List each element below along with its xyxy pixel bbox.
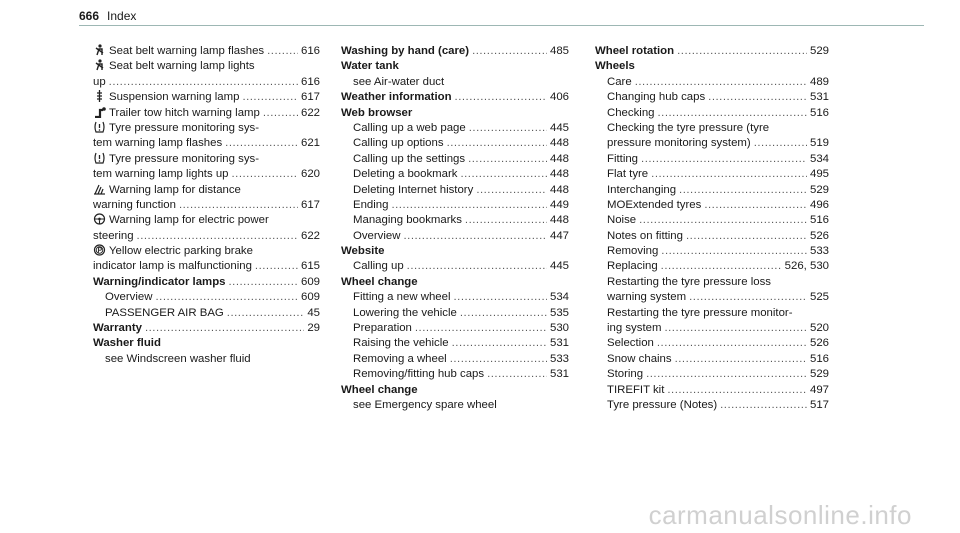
index-subentry[interactable]: Fitting ..... 534: [595, 152, 829, 167]
index-subentry[interactable]: Raising the vehicle ..... 531: [341, 336, 569, 351]
steering-wheel-icon: [93, 213, 106, 225]
index-subentry[interactable]: Notes on fitting ..... 526: [595, 229, 829, 244]
index-subentry[interactable]: PASSENGER AIR BAG ..... 45: [93, 306, 320, 321]
index-entry-continued[interactable]: indicator lamp is malfunctioning ..... 615: [93, 259, 320, 274]
index-subentry[interactable]: Deleting a bookmark ..... 448: [341, 167, 569, 182]
index-subentry[interactable]: Calling up the settings ..... 448: [341, 152, 569, 167]
index-see-reference[interactable]: see Emergency spare wheel: [353, 398, 497, 411]
index-subentry[interactable]: Overview ..... 447: [341, 229, 569, 244]
index-subentry[interactable]: Fitting a new wheel ..... 534: [341, 290, 569, 305]
index-subentry[interactable]: Overview ..... 609: [93, 290, 320, 305]
index-subentry[interactable]: Replacing ..... 526, 530: [595, 259, 829, 274]
index-column-3: [595, 44, 829, 413]
index-subentry[interactable]: Removing/fitting hub caps ..... 531: [341, 367, 569, 382]
index-subentry[interactable]: Interchanging ..... 529: [595, 183, 829, 198]
index-heading[interactable]: Weather information ..... 406: [341, 90, 569, 105]
index-heading: Wheel change: [341, 383, 418, 396]
index-subentry-continued[interactable]: warning system ..... 525: [595, 290, 829, 305]
index-entry-continued[interactable]: steering ..... 622: [93, 229, 320, 244]
index-subentry[interactable]: Checking ..... 516: [595, 106, 829, 121]
seat-belt-icon: [93, 59, 106, 71]
distance-warning-icon: [93, 183, 106, 195]
index-entry[interactable]: Tyre pressure monitoring sys-: [93, 121, 320, 136]
tyre-pressure-icon: [93, 152, 106, 164]
index-subentry-continued[interactable]: ing system ..... 520: [595, 321, 829, 336]
index-subentry[interactable]: Removing ..... 533: [595, 244, 829, 259]
index-subentry[interactable]: Snow chains ..... 516: [595, 352, 829, 367]
index-subentry[interactable]: Changing hub caps ..... 531: [595, 90, 829, 105]
index-subentry[interactable]: Calling up options ..... 448: [341, 136, 569, 151]
index-subentry[interactable]: Preparation ..... 530: [341, 321, 569, 336]
index-entry[interactable]: Seat belt warning lamp lights: [93, 59, 320, 74]
index-entry-continued[interactable]: up ..... 616: [93, 75, 320, 90]
index-subentry[interactable]: Lowering the vehicle ..... 535: [341, 306, 569, 321]
header-divider: [79, 25, 924, 26]
page-header: [79, 6, 136, 26]
index-subentry[interactable]: Checking the tyre pressure (tyre: [607, 121, 770, 134]
index-entry-continued[interactable]: tem warning lamp lights up ..... 620: [93, 167, 320, 182]
index-subentry[interactable]: Restarting the tyre pressure loss: [607, 275, 771, 288]
index-entry[interactable]: Yellow electric parking brake: [93, 244, 320, 259]
index-subentry[interactable]: Removing a wheel ..... 533: [341, 352, 569, 367]
index-subentry[interactable]: Noise ..... 516: [595, 213, 829, 228]
index-subentry[interactable]: Calling up ..... 445: [341, 259, 569, 274]
watermark: carmanualsonline.info: [648, 500, 912, 530]
suspension-icon: [93, 90, 106, 102]
index-subentry[interactable]: Calling up a web page ..... 445: [341, 121, 569, 136]
index-subentry[interactable]: Deleting Internet history ..... 448: [341, 183, 569, 198]
index-entry[interactable]: Tyre pressure monitoring sys-: [93, 152, 320, 167]
parking-brake-icon: [93, 244, 106, 256]
index-see-reference[interactable]: see Windscreen washer fluid: [105, 352, 251, 365]
index-column-2: [341, 44, 569, 413]
seat-belt-icon: [93, 44, 106, 56]
index-subentry[interactable]: Storing ..... 529: [595, 367, 829, 382]
page-number: 666: [79, 9, 100, 23]
index-heading[interactable]: Washing by hand (care) ..... 485: [341, 44, 569, 59]
index-subentry[interactable]: TIREFIT kit ..... 497: [595, 383, 829, 398]
trailer-hitch-icon: [93, 106, 106, 118]
index-heading: Website: [341, 245, 385, 258]
index-heading: Wheel change: [341, 275, 418, 288]
index-heading[interactable]: Warranty ..... 29: [93, 321, 320, 336]
index-heading: Web browser: [341, 106, 413, 119]
index-entry[interactable]: Trailer tow hitch warning lamp ..... 622: [93, 106, 320, 121]
index-subentry[interactable]: Managing bookmarks ..... 448: [341, 213, 569, 228]
index-subentry-continued[interactable]: pressure monitoring system) ..... 519: [595, 136, 829, 151]
index-heading: Water tank: [341, 60, 399, 73]
index-subentry[interactable]: Care ..... 489: [595, 75, 829, 90]
index-subentry[interactable]: MOExtended tyres ..... 496: [595, 198, 829, 213]
index-heading: Washer fluid: [93, 337, 161, 350]
index-subentry[interactable]: Flat tyre ..... 495: [595, 167, 829, 182]
index-subentry[interactable]: Tyre pressure (Notes) ..... 517: [595, 398, 829, 413]
index-entry-continued[interactable]: tem warning lamp flashes ..... 621: [93, 136, 320, 151]
index-entry-continued[interactable]: warning function ..... 617: [93, 198, 320, 213]
index-heading[interactable]: Wheel rotation ..... 529: [595, 44, 829, 59]
index-subentry[interactable]: Selection ..... 526: [595, 336, 829, 351]
index-subentry[interactable]: Ending ..... 449: [341, 198, 569, 213]
page-title: Index: [107, 9, 137, 23]
index-see-reference[interactable]: see Air-water duct: [353, 75, 445, 88]
index-column-1: [93, 44, 320, 367]
index-subentry[interactable]: Restarting the tyre pressure monitor-: [607, 306, 793, 319]
index-entry[interactable]: Warning lamp for electric power: [93, 213, 320, 228]
index-heading[interactable]: Warning/indicator lamps ..... 609: [93, 275, 320, 290]
index-entry[interactable]: Suspension warning lamp ..... 617: [93, 90, 320, 105]
tyre-pressure-icon: [93, 121, 106, 133]
index-entry[interactable]: Warning lamp for distance: [93, 183, 320, 198]
index-entry[interactable]: Seat belt warning lamp flashes ..... 616: [93, 44, 320, 59]
index-heading: Wheels: [595, 60, 635, 73]
